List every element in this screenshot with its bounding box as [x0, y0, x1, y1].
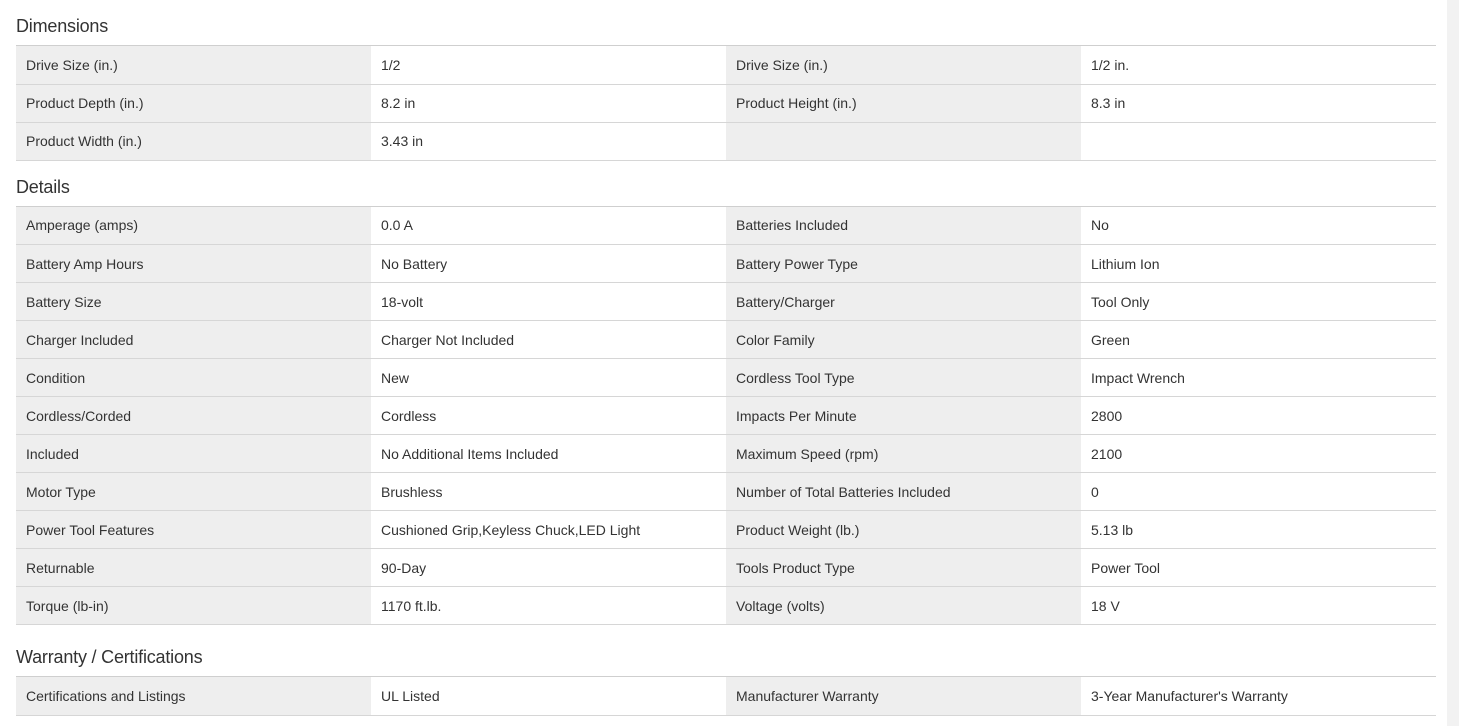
- spec-value: No Additional Items Included: [371, 435, 726, 473]
- spec-label: Cordless/Corded: [16, 397, 371, 435]
- spec-label: Charger Included: [16, 321, 371, 359]
- spec-label: Maximum Speed (rpm): [726, 435, 1081, 473]
- spec-value: 1/2: [371, 46, 726, 84]
- spec-label: Torque (lb-in): [16, 587, 371, 625]
- spec-value: Cushioned Grip,Keyless Chuck,LED Light: [371, 511, 726, 549]
- spec-label: Tools Product Type: [726, 549, 1081, 587]
- spec-label: Number of Total Batteries Included: [726, 473, 1081, 511]
- spec-value: Tool Only: [1081, 283, 1436, 321]
- spec-value: Charger Not Included: [371, 321, 726, 359]
- spec-row: [16, 122, 1436, 160]
- spec-value: 90-Day: [371, 549, 726, 587]
- spec-value: 2800: [1081, 397, 1436, 435]
- spec-value: 18-volt: [371, 283, 726, 321]
- spec-value: 3-Year Manufacturer's Warranty: [1081, 677, 1436, 715]
- spec-table-details: [16, 207, 1436, 626]
- page-scroll-gutter: [1447, 0, 1459, 726]
- spec-row: [16, 245, 1436, 283]
- spec-value: 3.43 in: [371, 122, 726, 160]
- spec-label: Color Family: [726, 321, 1081, 359]
- spec-value: 2100: [1081, 435, 1436, 473]
- spec-label: Condition: [16, 359, 371, 397]
- spec-label: Battery Amp Hours: [16, 245, 371, 283]
- spec-value: Power Tool: [1081, 549, 1436, 587]
- spec-label: Impacts Per Minute: [726, 397, 1081, 435]
- spec-label: Drive Size (in.): [16, 46, 371, 84]
- spec-label: Cordless Tool Type: [726, 359, 1081, 397]
- spec-value: Lithium Ion: [1081, 245, 1436, 283]
- spec-row: [16, 207, 1436, 245]
- spec-label: Product Height (in.): [726, 84, 1081, 122]
- spec-label: Battery/Charger: [726, 283, 1081, 321]
- spec-label: Amperage (amps): [16, 207, 371, 245]
- spec-label: Product Depth (in.): [16, 84, 371, 122]
- spec-value: UL Listed: [371, 677, 726, 715]
- section-title-warranty-certifications: Warranty / Certifications: [16, 625, 1436, 677]
- spec-table-dimensions: [16, 46, 1436, 161]
- spec-label: Batteries Included: [726, 207, 1081, 245]
- spec-row: [16, 677, 1436, 715]
- spec-row: [16, 587, 1436, 625]
- spec-value: 8.3 in: [1081, 84, 1436, 122]
- spec-label: Manufacturer Warranty: [726, 677, 1081, 715]
- spec-label-empty: [726, 122, 1081, 160]
- spec-value: Cordless: [371, 397, 726, 435]
- spec-label: Voltage (volts): [726, 587, 1081, 625]
- section-title-dimensions: Dimensions: [16, 0, 1436, 46]
- spec-value: No: [1081, 207, 1436, 245]
- spec-value: Green: [1081, 321, 1436, 359]
- spec-row: [16, 321, 1436, 359]
- spec-row: [16, 359, 1436, 397]
- spec-label: Motor Type: [16, 473, 371, 511]
- spec-value: 1170 ft.lb.: [371, 587, 726, 625]
- spec-value: 0: [1081, 473, 1436, 511]
- spec-table-warranty: [16, 677, 1436, 716]
- spec-label: Battery Size: [16, 283, 371, 321]
- spec-label: Product Weight (lb.): [726, 511, 1081, 549]
- spec-row: [16, 435, 1436, 473]
- spec-value: Impact Wrench: [1081, 359, 1436, 397]
- spec-value: 0.0 A: [371, 207, 726, 245]
- spec-label: Included: [16, 435, 371, 473]
- spec-row: [16, 473, 1436, 511]
- section-title-details: Details: [16, 161, 1436, 207]
- spec-value: Brushless: [371, 473, 726, 511]
- spec-row: [16, 46, 1436, 84]
- spec-row: [16, 511, 1436, 549]
- spec-value: 1/2 in.: [1081, 46, 1436, 84]
- spec-value: 5.13 lb: [1081, 511, 1436, 549]
- spec-row: [16, 549, 1436, 587]
- spec-value: 8.2 in: [371, 84, 726, 122]
- spec-label: Power Tool Features: [16, 511, 371, 549]
- spec-row: [16, 84, 1436, 122]
- spec-label: Battery Power Type: [726, 245, 1081, 283]
- spec-row: [16, 397, 1436, 435]
- spec-value: New: [371, 359, 726, 397]
- spec-value: No Battery: [371, 245, 726, 283]
- spec-value: 18 V: [1081, 587, 1436, 625]
- spec-value-empty: [1081, 122, 1436, 160]
- spec-label: Drive Size (in.): [726, 46, 1081, 84]
- spec-row: [16, 283, 1436, 321]
- spec-label: Returnable: [16, 549, 371, 587]
- spec-label: Certifications and Listings: [16, 677, 371, 715]
- spec-label: Product Width (in.): [16, 122, 371, 160]
- specifications-panel: [16, 0, 1436, 716]
